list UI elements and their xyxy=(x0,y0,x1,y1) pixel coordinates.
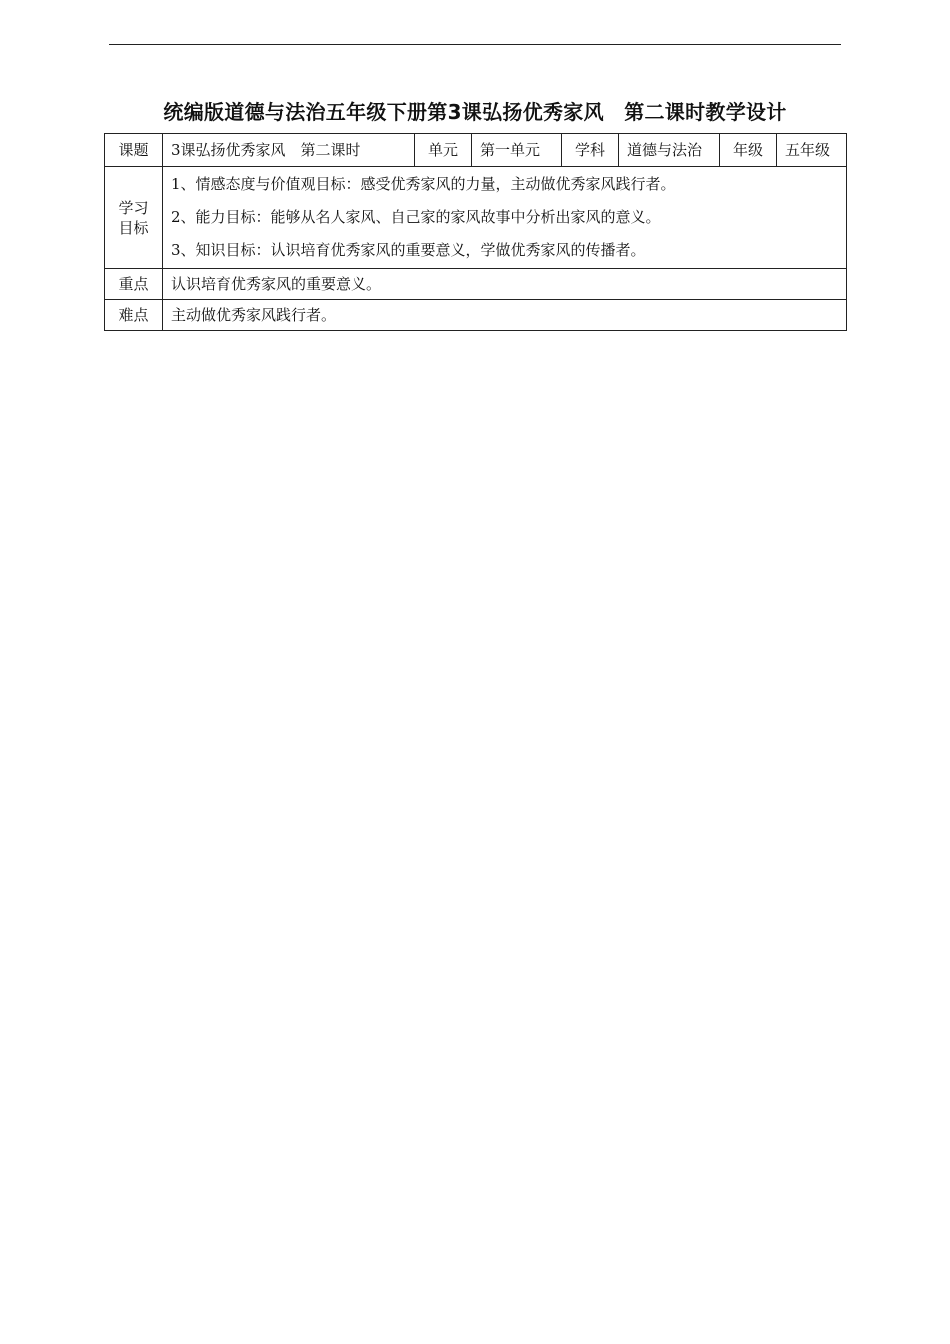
subject-label: 学科 xyxy=(562,134,619,167)
goals-content xyxy=(163,167,847,269)
table-row-goals xyxy=(105,167,847,269)
grade-value: 五年级 xyxy=(777,134,847,167)
subject-value: 道德与法治 xyxy=(619,134,720,167)
unit-label: 单元 xyxy=(415,134,472,167)
table-row-key-point xyxy=(105,269,847,300)
grade-label: 年级 xyxy=(720,134,777,167)
table-row-topic xyxy=(105,134,847,167)
goals-label-line1: 学习 xyxy=(118,198,149,217)
table-row-difficulty xyxy=(105,300,847,331)
topic-label: 课题 xyxy=(105,134,163,167)
lesson-plan-table xyxy=(104,133,847,331)
goal-item: 1、情感态度与价值观目标：感受优秀家风的力量，主动做优秀家风践行者。 xyxy=(171,175,676,193)
goals-label-line2: 目标 xyxy=(118,218,149,237)
document-title: 统编版道德与法治五年级下册第3课弘扬优秀家风 第二课时教学设计 xyxy=(163,100,787,124)
difficulty-label: 难点 xyxy=(105,300,163,331)
goal-item: 2、能力目标：能够从名人家风、自己家的家风故事中分析出家风的意义。 xyxy=(171,208,661,226)
key-point-label: 重点 xyxy=(105,269,163,300)
difficulty-value: 主动做优秀家风践行者。 xyxy=(163,300,847,331)
header-rule xyxy=(109,44,841,45)
goal-item: 3、知识目标：认识培育优秀家风的重要意义，学做优秀家风的传播者。 xyxy=(171,241,646,259)
goals-label xyxy=(105,167,163,269)
key-point-value: 认识培育优秀家风的重要意义。 xyxy=(163,269,847,300)
topic-value: 3课弘扬优秀家风 第二课时 xyxy=(163,134,415,167)
unit-value: 第一单元 xyxy=(472,134,562,167)
